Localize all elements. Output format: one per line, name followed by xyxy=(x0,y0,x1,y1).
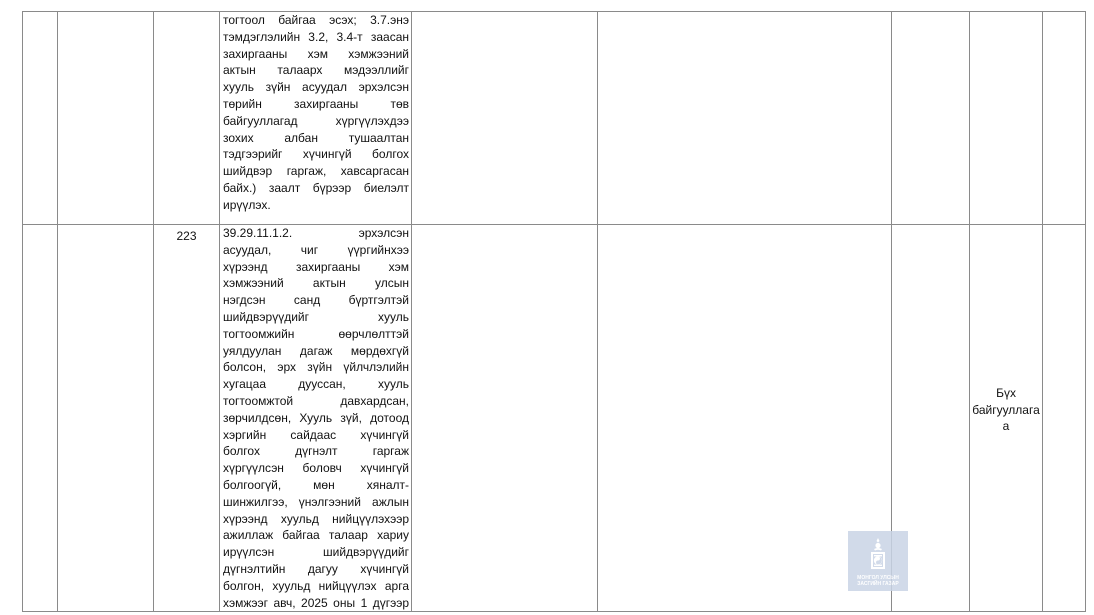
org-line: Бүх xyxy=(996,386,1016,400)
text-line: байгууллагад хүргүүлэхдээ xyxy=(223,113,409,128)
table-row xyxy=(23,225,1086,612)
text-line: 39.29.11.1.2. эрхэлсэн xyxy=(223,226,409,240)
table-row xyxy=(23,12,1086,225)
table-cell xyxy=(1043,12,1086,225)
text-line: болгон, хуульд нийцүүлэх арга xyxy=(223,578,409,593)
text-line: хэмжээг авч, 2025 оны 1 дүгээр xyxy=(223,595,409,610)
table-cell xyxy=(412,225,598,612)
org-line: байгууллага xyxy=(972,402,1040,417)
text-line: тогтоомжийн өөрчлөлттэй xyxy=(223,326,409,341)
responsible-org xyxy=(970,225,1043,612)
requirement-lines xyxy=(223,225,409,611)
text-line: уялдуулан дагаж мөрдөхгүй xyxy=(223,343,409,358)
table-cell xyxy=(23,12,58,225)
text-line: болсон, эрх зүйн үйлчлэлийн xyxy=(223,360,409,375)
text-line: төрийн захиргааны төв xyxy=(223,96,409,111)
text-line: ирүүлсэн шийдвэрүүдийг xyxy=(223,545,409,560)
text-line: тэдгээрийг хүчингүй болгох xyxy=(223,147,409,162)
text-line: тэмдэглэлийн 3.2, 3.4-т заасан xyxy=(223,29,409,44)
text-line: тогтоол байгаа эсэх; 3.7.энэ xyxy=(223,13,409,27)
table-cell xyxy=(58,12,154,225)
text-line: хууль зүйн асуудал эрхэлсэн xyxy=(223,80,409,95)
row-number xyxy=(154,12,220,225)
text-line: хэргийн сайдаас хүчингүй xyxy=(223,427,409,442)
table-cell xyxy=(412,12,598,225)
table-cell xyxy=(23,225,58,612)
text-line: хугацаа дууссан, хууль xyxy=(223,377,409,392)
text-line: ажиллаж байгаа талаар хариу xyxy=(223,528,409,543)
text-line: болгоогүй, мөн хяналт- xyxy=(223,477,409,492)
table-cell xyxy=(598,12,892,225)
watermark-line: МОНГОЛ УЛСЫН xyxy=(857,575,899,581)
text-line: актын талаарх мэдээллийг xyxy=(223,63,409,78)
text-line: нэгдсэн санд бүртгэлтэй xyxy=(223,293,409,308)
row-number: 223 xyxy=(154,225,220,612)
requirement-lines xyxy=(223,12,409,214)
text-line: хүрээнд захиргааны хэм xyxy=(223,259,409,274)
text-line: хэмжээний актын улсын xyxy=(223,276,409,291)
document-table xyxy=(22,11,1086,612)
soyombo-emblem-icon xyxy=(868,538,888,572)
text-line: хүрээнд хуульд нийцүүлэхээр xyxy=(223,511,409,526)
text-line: байх.) заалт бүрээр биелэлт xyxy=(223,180,409,195)
text-line: асуудал, чиг үүргийнхээ xyxy=(223,242,409,257)
table-cell xyxy=(58,225,154,612)
government-watermark xyxy=(848,531,908,591)
text-line: болгох дүгнэлт гаргаж xyxy=(223,444,409,459)
text-line: шийдвэрүүдийг хууль xyxy=(223,309,409,324)
text-line: зохих албан тушаалтан xyxy=(223,130,409,145)
text-line: шинжилгээ, үнэлгээний ажлын xyxy=(223,494,409,509)
text-line: тогтоомжтой давхардсан, xyxy=(223,393,409,408)
text-line: захиргааны хэм хэмжээний xyxy=(223,46,409,61)
text-line: дүгнэлтийн дагуу хүчингүй xyxy=(223,561,409,576)
table-cell xyxy=(1043,225,1086,612)
requirement-text xyxy=(220,12,412,225)
text-line: хүргүүлсэн боловч хүчингүй xyxy=(223,461,409,476)
org-line: а xyxy=(1002,419,1010,433)
text-line: шийдвэр гаргаж, хавсаргасан xyxy=(223,164,409,179)
requirement-text xyxy=(220,225,412,612)
watermark-line: ЗАСГИЙН ГАЗАР xyxy=(857,581,899,587)
text-line: ирүүлэх. xyxy=(223,197,271,212)
text-line: зөрчилдсөн, Хууль зүй, дотоод xyxy=(223,410,409,425)
table-cell xyxy=(970,12,1043,225)
table-cell xyxy=(892,12,970,225)
